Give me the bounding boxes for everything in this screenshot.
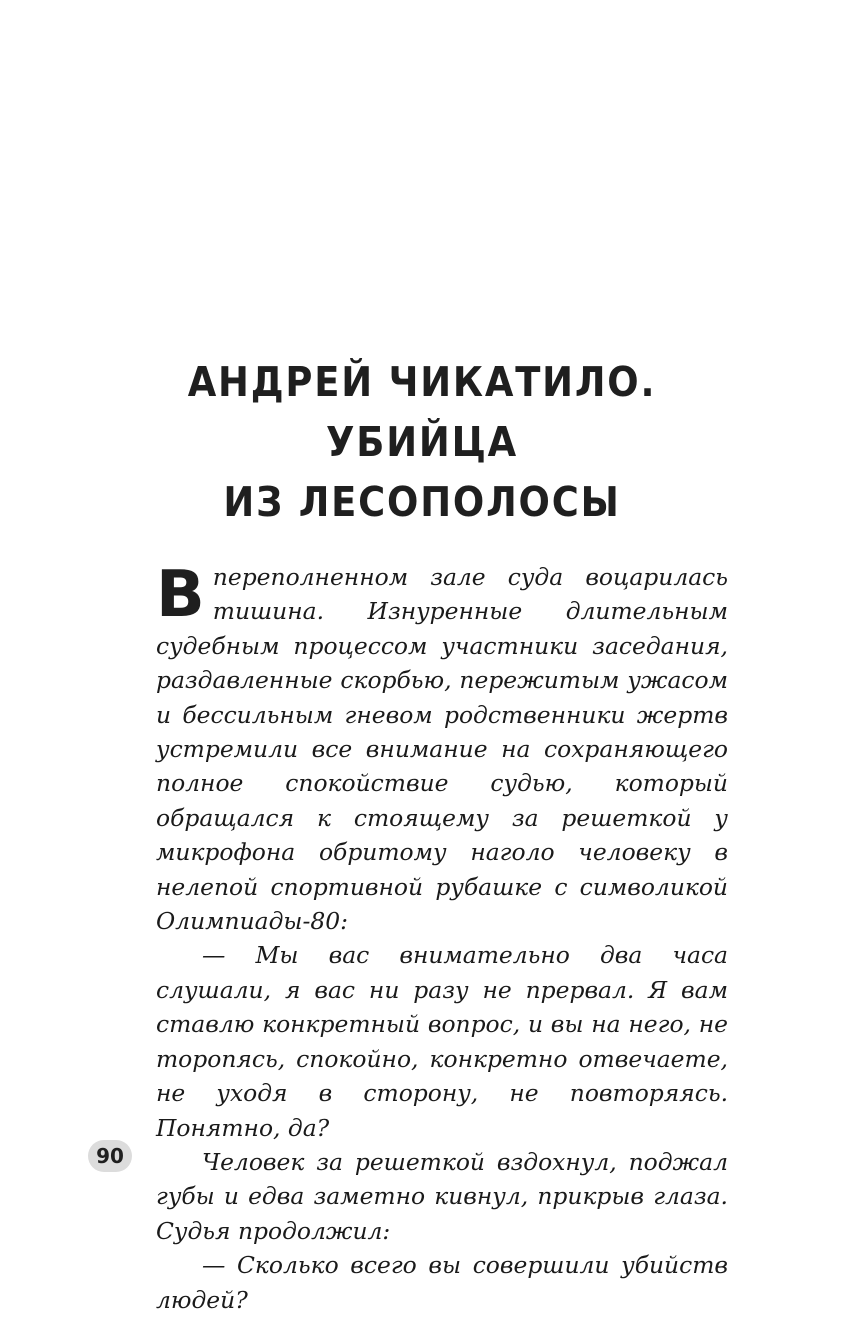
chapter-body (156, 560, 728, 1317)
page-number: 90 (88, 1140, 132, 1172)
paragraph-3: Человек за решеткой вздохнул, поджал губы и едва заметно кивнул, прикрыв глаза. Судья продолжил: (156, 1147, 728, 1245)
chapter-title-line-3: ИЗ ЛЕСОПОЛОСЫ (223, 478, 621, 526)
paragraph-2: — Мы вас внимательно два часа слушали, я вас ни разу не прервал. Я вам ставлю конкретный вопрос, и вы на него, не торопясь, спокойно, конкретно отвечаете, не уходя в сторону, не повторяясь. Понятно, да? (156, 941, 728, 1142)
paragraph-4: — Сколько всего вы совершили убийств людей? (156, 1251, 728, 1314)
chapter-title-line-2: УБИЙЦА (326, 418, 518, 466)
drop-cap: В (156, 558, 205, 632)
chapter-title-line-1: АНДРЕЙ ЧИКАТИЛО. (187, 358, 657, 406)
paragraph-1 (156, 560, 728, 938)
paragraph-1-text: переполненном зале суда воцарилась тишина. Изнуренные длительным судебным процессом участники заседания, раздавленные скорбью, пережитым ужасом и бессильным гневом родственники жертв устремили все внимание на сохраняющего полное спокойствие судью, который обращался к стоящему за решеткой у микрофона обритому наголо человеку в нелепой спортивной рубашке с символикой Олимпиады-80: (156, 563, 728, 936)
chapter-title (0, 352, 844, 532)
